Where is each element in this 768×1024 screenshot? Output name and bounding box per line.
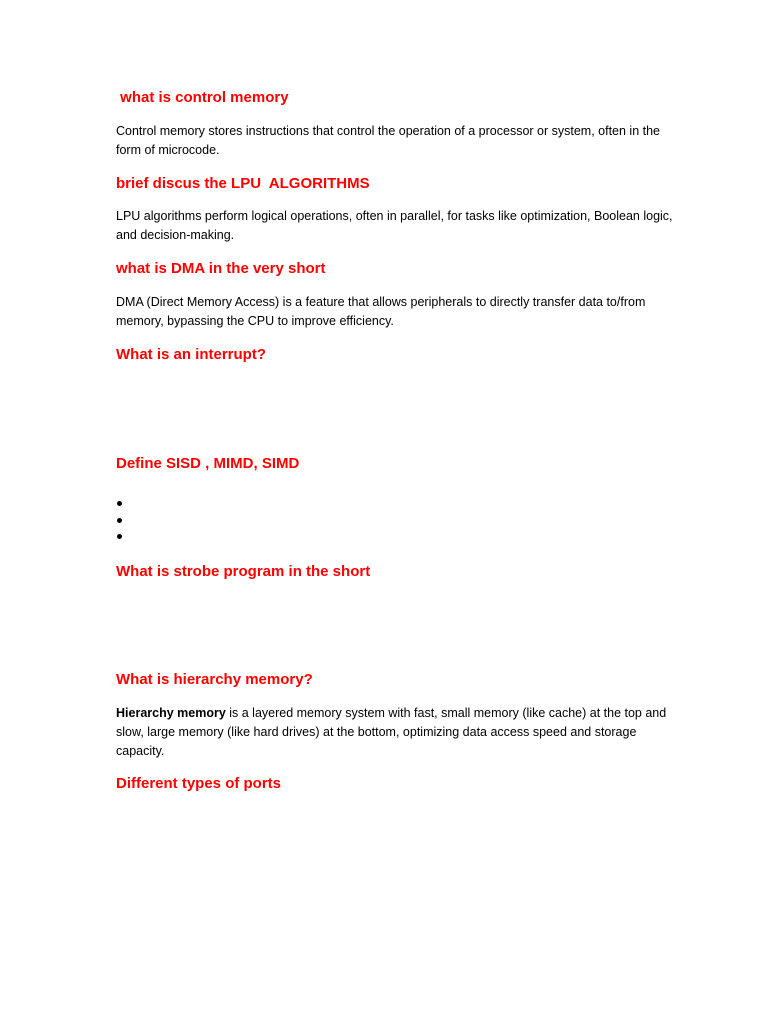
heading-strobe-program: What is strobe program in the short: [116, 563, 371, 580]
heading-port-types: Different types of ports: [116, 775, 282, 792]
list-item: [116, 529, 136, 546]
bold-term: Hierarchy memory: [116, 706, 226, 720]
bullet-icon: [117, 501, 122, 506]
heading-hierarchy-memory: What is hierarchy memory?: [116, 671, 313, 688]
answer-lpu-algorithms: LPU algorithms perform logical operations, often in parallel, for tasks like optimization, Boolean logic, and decision-making.: [116, 209, 673, 242]
answer-text: is a layered memory system with fast, small memory (like cache) at the top and slow, large memory (like hard drives) at the bottom, optimizing data access speed and storage capacity.: [116, 706, 667, 758]
answer-dma: DMA (Direct Memory Access) is a feature that allows peripherals to directly transfer data to/from memory, bypassing the CPU to improve efficiency.: [116, 295, 646, 328]
heading-sisd-mimd-simd: Define SISD , MIMD, SIMD: [116, 455, 300, 472]
bullet-list: [116, 496, 136, 546]
list-item: [116, 496, 136, 513]
heading-control-memory: what is control memory: [116, 89, 289, 106]
bullet-icon: [117, 534, 122, 539]
heading-dma: what is DMA in the very short: [116, 260, 326, 277]
heading-interrupt: What is an interrupt?: [116, 346, 266, 363]
answer-control-memory: Control memory stores instructions that control the operation of a processor or system, often in the form of microcode.: [116, 124, 661, 157]
heading-lpu-algorithms: brief discus the LPU ALGORITHMS: [116, 175, 370, 192]
bullet-icon: [117, 518, 122, 523]
list-item: [116, 513, 136, 530]
answer-hierarchy-memory: [116, 704, 676, 761]
